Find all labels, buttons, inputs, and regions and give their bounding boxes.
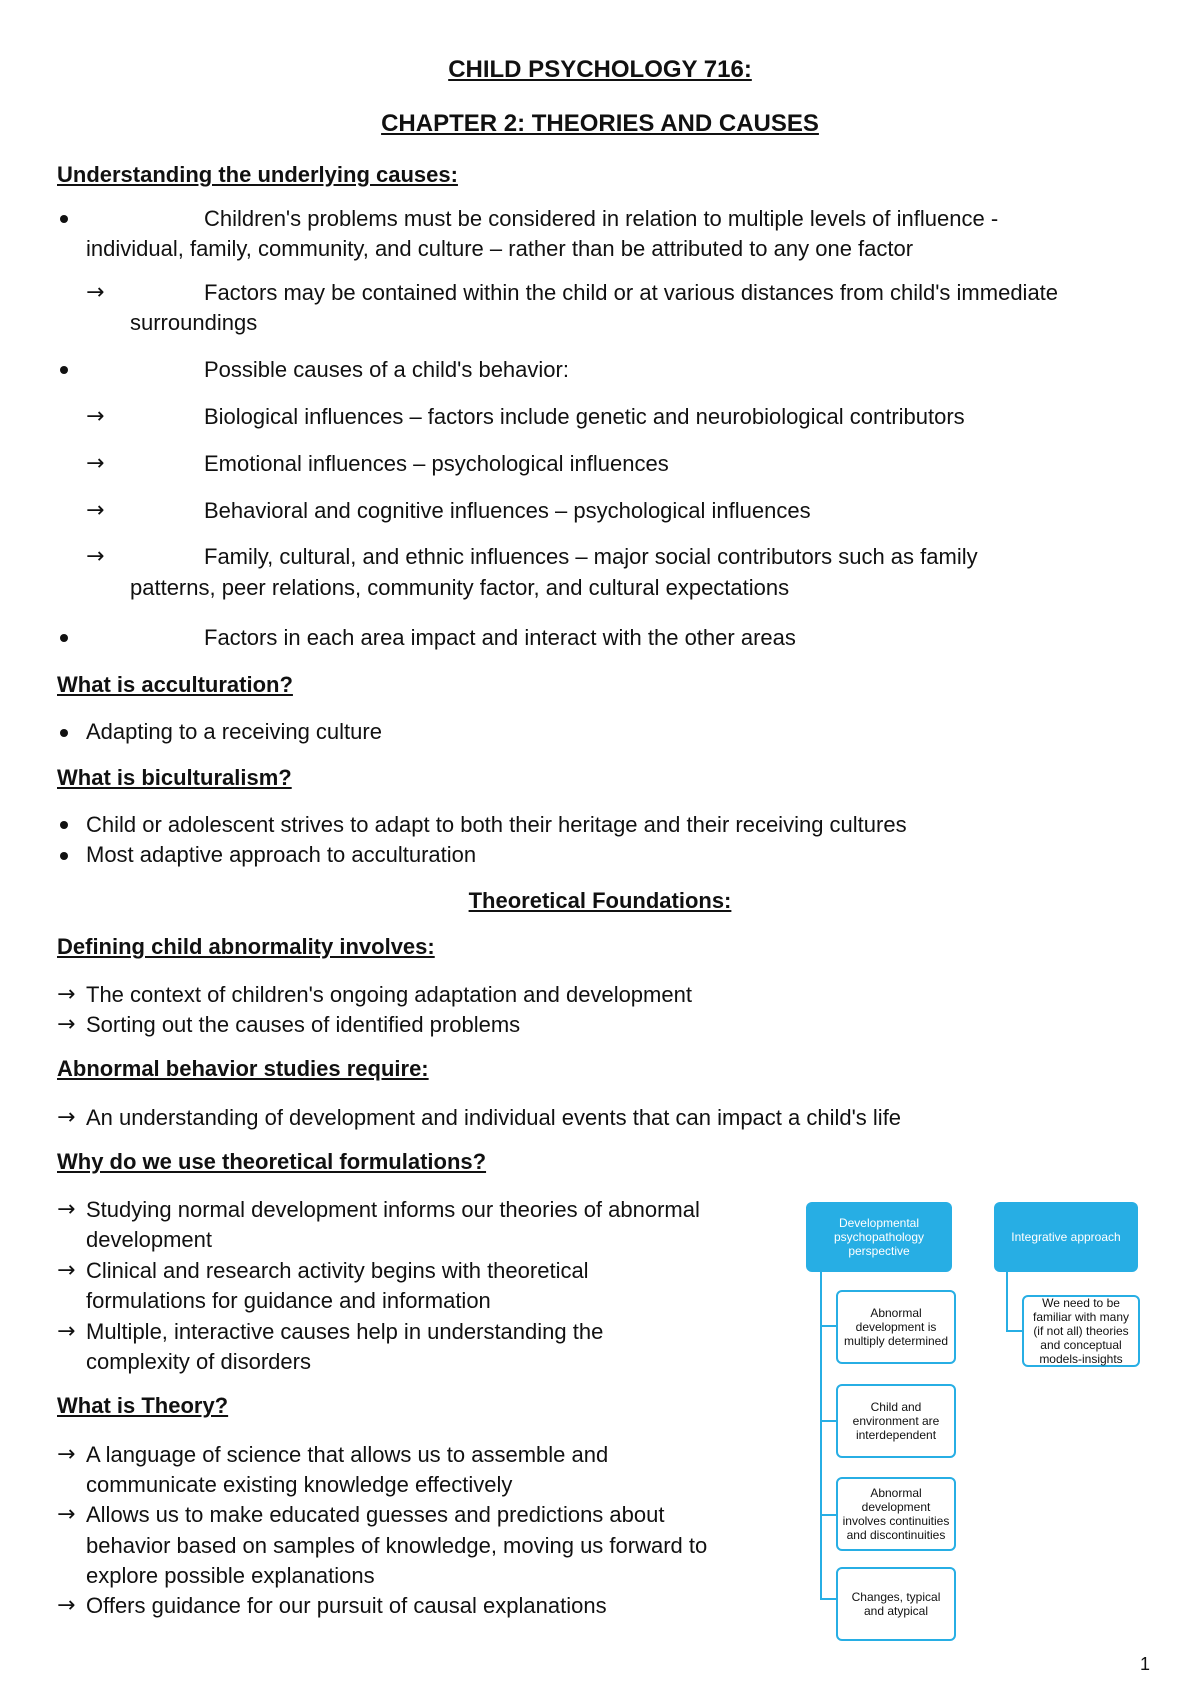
- bullet-text: Most adaptive approach to acculturation: [86, 842, 477, 867]
- arrow-icon: →: [57, 1442, 76, 1467]
- diagram-node: Child and environment are interdependent: [836, 1384, 956, 1458]
- bullet-dot: [60, 821, 68, 829]
- arrow-item-text: Family, cultural, and ethnic influences – major social contributors such as family: [204, 544, 978, 569]
- heading-child-abnormality: Defining child abnormality involves:: [57, 934, 435, 959]
- diagram-connector: [1006, 1330, 1022, 1332]
- arrow-icon: →: [57, 982, 76, 1007]
- arrow-item-text: Emotional influences – psychological influences: [204, 451, 669, 476]
- arrow-icon: →: [57, 1319, 76, 1344]
- arrow-item-text: Allows us to make educated guesses and predictions about: [86, 1502, 665, 1527]
- bullet-dot: [60, 729, 68, 737]
- arrow-icon: →: [57, 1105, 76, 1130]
- bullet-text: individual, family, community, and culture – rather than be attributed to any one factor: [86, 236, 914, 261]
- heading-acculturation: What is acculturation?: [57, 672, 293, 697]
- arrow-item-text: Clinical and research activity begins with theoretical: [86, 1258, 589, 1283]
- diagram-connector: [1006, 1272, 1008, 1332]
- arrow-item-text: Offers guidance for our pursuit of causal explanations: [86, 1593, 607, 1618]
- bullet-dot: [60, 215, 68, 223]
- arrow-item-text: The context of children's ongoing adaptation and development: [86, 982, 692, 1007]
- heading-abnormal-behavior: Abnormal behavior studies require:: [57, 1056, 429, 1081]
- diagram-connector: [820, 1514, 836, 1516]
- arrow-icon: →: [57, 1502, 76, 1527]
- arrow-item-text: Multiple, interactive causes help in understanding the: [86, 1319, 604, 1344]
- arrow-icon: →: [57, 1012, 76, 1037]
- arrow-item-text: Biological influences – factors include genetic and neurobiological contributors: [204, 404, 965, 429]
- bullet-text: Possible causes of a child's behavior:: [204, 357, 569, 382]
- arrow-item-text: surroundings: [130, 310, 258, 335]
- heading-what-is-theory: What is Theory?: [57, 1393, 229, 1418]
- arrow-item-text: An understanding of development and individual events that can impact a child's life: [86, 1105, 902, 1130]
- diagram-connector: [820, 1420, 836, 1422]
- page-number: 1: [1139, 1654, 1150, 1674]
- arrow-icon: →: [86, 544, 105, 569]
- arrow-item-text: Studying normal development informs our theories of abnormal: [86, 1197, 700, 1222]
- bullet-text: Factors in each area impact and interact with the other areas: [204, 625, 796, 650]
- diagram-node: We need to be familiar with many (if not all) theories and conceptual models-insights: [1022, 1295, 1140, 1367]
- arrow-icon: →: [57, 1593, 76, 1618]
- arrow-item-text: complexity of disorders: [86, 1349, 311, 1374]
- heading-theoretical-formulations: Why do we use theoretical formulations?: [57, 1149, 487, 1174]
- arrow-item-text: Factors may be contained within the child or at various distances from child's immediate: [204, 280, 1059, 305]
- diagram-connector: [820, 1272, 822, 1600]
- bullet-dot: [60, 634, 68, 642]
- diagram-node: Abnormal development is multiply determined: [836, 1290, 956, 1364]
- diagram-connector: [820, 1598, 836, 1600]
- heading-underlying-causes: Understanding the underlying causes:: [57, 162, 458, 187]
- heading-theoretical-foundations: Theoretical Foundations:: [468, 888, 732, 913]
- heading-biculturalism: What is biculturalism?: [57, 765, 292, 790]
- arrow-item-text: A language of science that allows us to assemble and: [86, 1442, 609, 1467]
- diagram-connector: [820, 1325, 836, 1327]
- diagram-header-developmental: Developmental psychopathology perspective: [806, 1202, 952, 1272]
- chapter-title: CHAPTER 2: THEORIES AND CAUSES: [381, 110, 819, 137]
- bullet-dot: [60, 852, 68, 860]
- arrow-icon: →: [86, 280, 105, 305]
- arrow-item-text: development: [86, 1227, 212, 1252]
- diagram-header-integrative: Integrative approach: [994, 1202, 1138, 1272]
- bullet-text: Children's problems must be considered in relation to multiple levels of influence -: [204, 206, 999, 231]
- arrow-item-text: patterns, peer relations, community factor, and cultural expectations: [130, 575, 790, 600]
- arrow-item-text: Behavioral and cognitive influences – psychological influences: [204, 498, 811, 523]
- bullet-dot: [60, 366, 68, 374]
- arrow-item-text: behavior based on samples of knowledge, moving us forward to: [86, 1533, 708, 1558]
- arrow-icon: →: [57, 1258, 76, 1283]
- arrow-icon: →: [86, 498, 105, 523]
- arrow-item-text: communicate existing knowledge effectively: [86, 1472, 513, 1497]
- diagram-node: Abnormal development involves continuities and discontinuities: [836, 1477, 956, 1551]
- document-title: CHILD PSYCHOLOGY 716:: [448, 56, 752, 83]
- arrow-icon: →: [86, 451, 105, 476]
- bullet-text: Child or adolescent strives to adapt to both their heritage and their receiving cultures: [86, 812, 907, 837]
- bullet-text: Adapting to a receiving culture: [86, 719, 382, 744]
- arrow-item-text: explore possible explanations: [86, 1563, 375, 1588]
- arrow-item-text: Sorting out the causes of identified problems: [86, 1012, 521, 1037]
- arrow-item-text: formulations for guidance and information: [86, 1288, 491, 1313]
- arrow-icon: →: [86, 404, 105, 429]
- arrow-icon: →: [57, 1197, 76, 1222]
- diagram-node: Changes, typical and atypical: [836, 1567, 956, 1641]
